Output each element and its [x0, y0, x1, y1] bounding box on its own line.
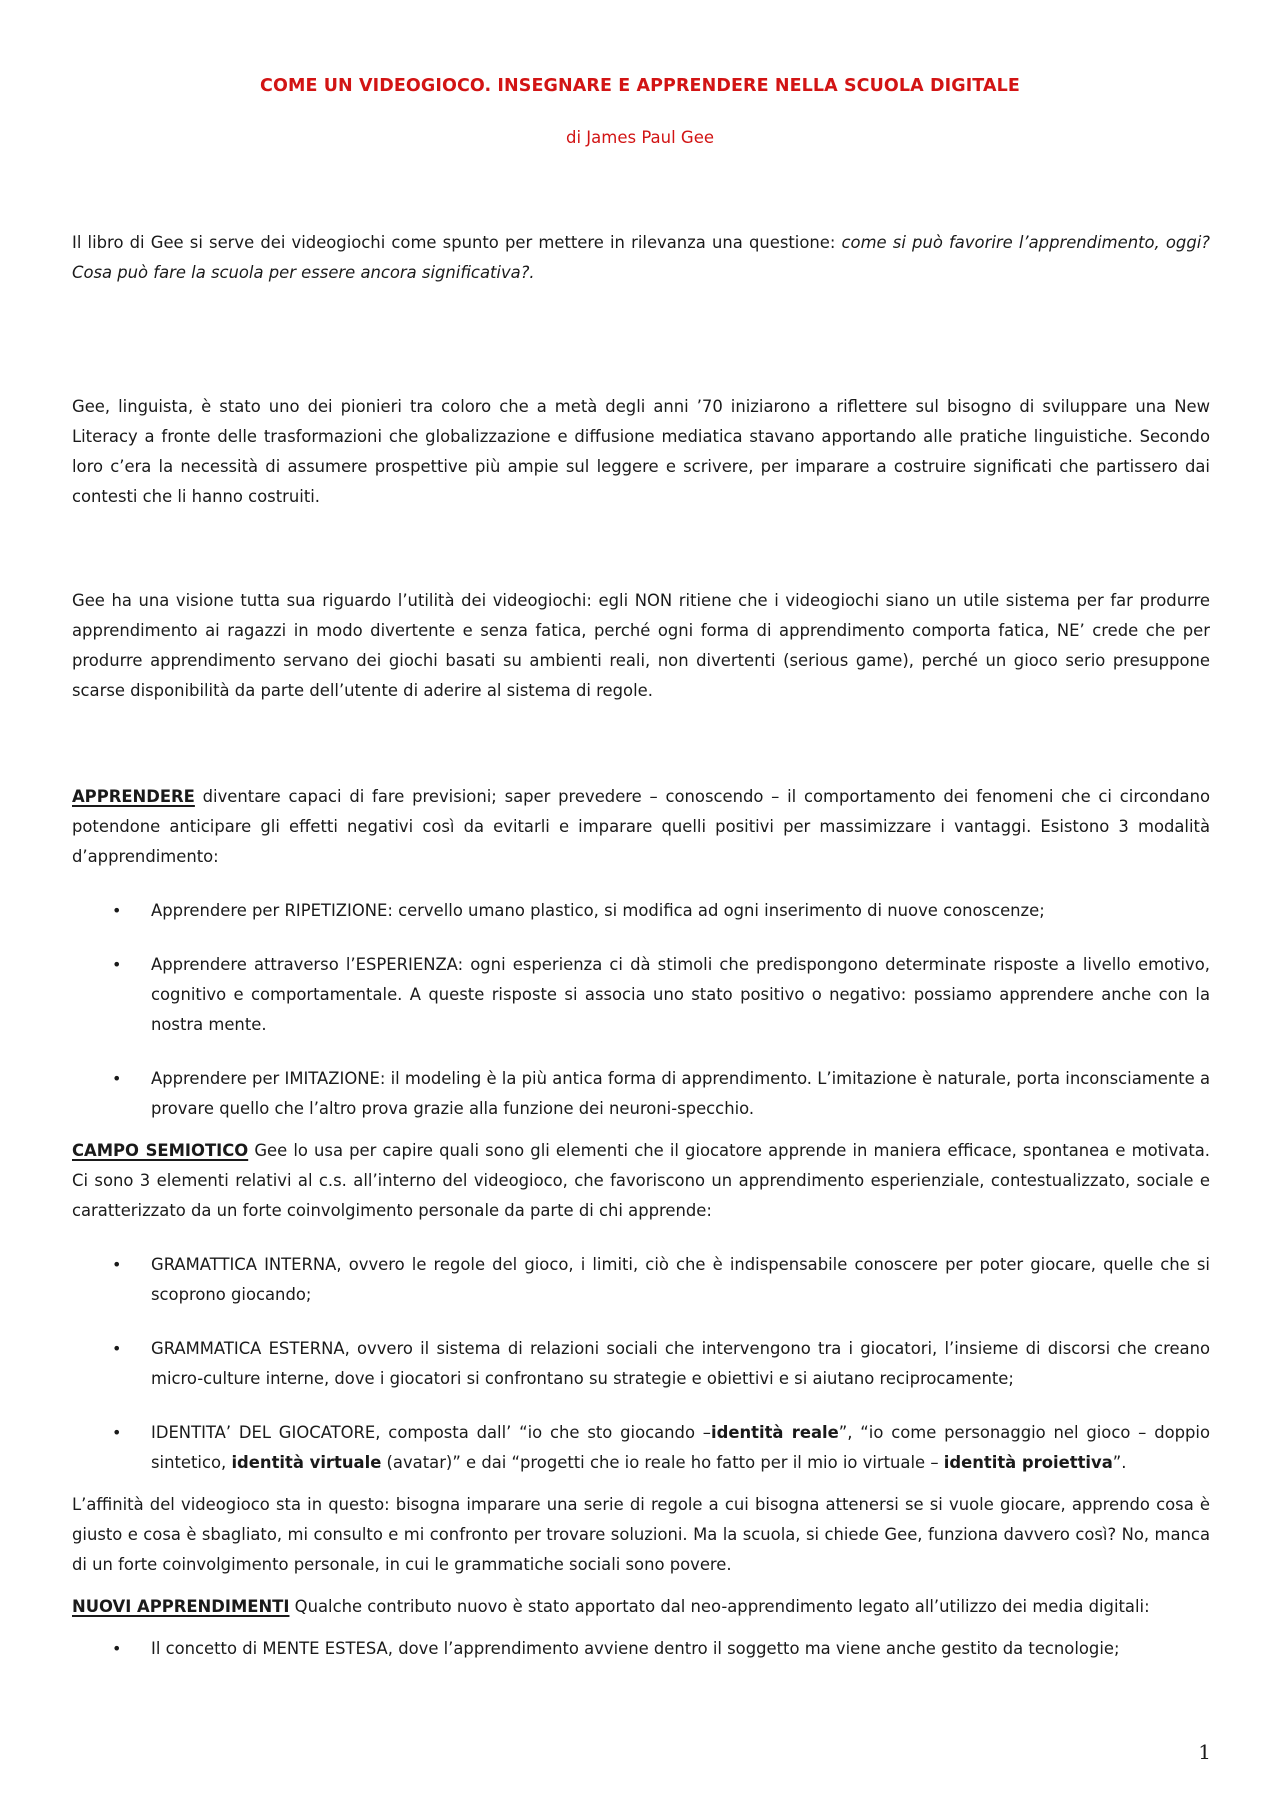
- list-item: [72, 1064, 1210, 1124]
- campo-paragraph: [72, 1136, 1210, 1226]
- nuovi-list: [72, 1634, 1210, 1664]
- bullet-icon: •: [112, 1255, 122, 1274]
- campo-list: [72, 1250, 1210, 1478]
- list-item: [72, 1334, 1210, 1394]
- bullet-icon: •: [112, 1339, 122, 1358]
- identity-projective: identità proiettiva: [943, 1453, 1113, 1472]
- identity-virtual: identità virtuale: [231, 1453, 382, 1472]
- affinita-paragraph: L’affinità del videogioco sta in questo: bisogna imparare una serie di regole a cui bisogna attenersi se si vuole giocare, apprendo cosa è giusto e cosa è sbagliato, mi consulto e mi confronto per trovare soluzioni. Ma la scuola, si chiede Gee, funziona davvero così? No, manca di un forte coinvolgimento personale, in cui le grammatiche sociali sono povere.: [72, 1495, 1210, 1574]
- identity-text-e: (avatar)” e dai “progetti che io reale ho fatto per il mio io virtuale –: [381, 1453, 944, 1472]
- campo-heading: CAMPO SEMIOTICO: [72, 1141, 249, 1160]
- list-item: [72, 1634, 1210, 1664]
- document-byline: di James Paul Gee: [565, 128, 715, 147]
- apprendere-heading: APPRENDERE: [72, 787, 195, 806]
- list-item-text: Apprendere attraverso l’ESPERIENZA: ogni esperienza ci dà stimoli che predispongono determinate risposte a livello emotivo, cognitivo e comportamentale. A queste risposte si associa uno stato positivo o negativo: possiamo apprendere anche con la nostra mente.: [151, 955, 1210, 1034]
- document-title: COME UN VIDEOGIOCO. INSEGNARE E APPRENDERE NELLA SCUOLA DIGITALE: [260, 76, 1020, 96]
- vision-paragraph: Gee ha una visione tutta sua riguardo l’utilità dei videogiochi: egli NON ritiene che i videogiochi siano un utile sistema per far produrre apprendimento ai ragazzi in modo divertente e senza fatica, perché ogni forma di apprendimento comporta fatica, NE’ crede che per produrre apprendimento servano dei giochi basati su ambienti reali, non divertenti (serious game), perché un gioco serio presuppone scarse disponibilità da parte dell’utente di aderire al sistema di regole.: [72, 591, 1210, 700]
- list-item-text: GRAMATTICA INTERNA, ovvero le regole del gioco, i limiti, ciò che è indispensabile conoscere per poter giocare, quelle che si scoprono giocando;: [151, 1255, 1210, 1304]
- identity-text-g: ”.: [1112, 1453, 1127, 1472]
- list-item: [72, 896, 1210, 926]
- nuovi-heading: NUOVI APPRENDIMENTI: [72, 1597, 290, 1616]
- apprendere-text: diventare capaci di fare previsioni; saper prevedere – conoscendo – il comportamento dei fenomeni che ci circondano potendone anticipare gli effetti negativi così da evitarli e imparare quelli positivi per massimizzare i vantaggi. Esistono 3 modalità d’apprendimento:: [72, 787, 1210, 866]
- nuovi-paragraph: [72, 1592, 1210, 1622]
- bullet-icon: •: [112, 955, 122, 974]
- identity-real: identità reale: [711, 1423, 839, 1442]
- bullet-icon: •: [112, 1639, 122, 1658]
- bullet-icon: •: [112, 901, 122, 920]
- intro-paragraph: [72, 228, 1210, 288]
- identity-text-c: ”, “io come personaggio nel gioco – doppio sintetico,: [151, 1423, 1211, 1472]
- bullet-icon: •: [112, 1069, 122, 1088]
- page-number: 1: [1198, 1740, 1211, 1764]
- list-item-text: Apprendere per RIPETIZIONE: cervello umano plastico, si modifica ad ogni inserimento di nuove conoscenze;: [151, 901, 1045, 920]
- intro-text: Il libro di Gee si serve dei videogiochi come spunto per mettere in rilevanza una questione:: [72, 233, 842, 252]
- apprendere-list: [72, 896, 1210, 1124]
- literacy-paragraph: Gee, linguista, è stato uno dei pionieri tra coloro che a metà degli anni ’70 iniziarono a riflettere sul bisogno di sviluppare una New Literacy a fronte delle trasformazioni che globalizzazione e diffusione mediatica stavano apportando alle pratiche linguistiche. Secondo loro c’era la necessità di assumere prospettive più ampie sul leggere e scrivere, per imparare a costruire significati che partissero dai contesti che li hanno costruiti.: [72, 397, 1210, 506]
- intro-question: come si può favorire l’apprendimento, oggi? Cosa può fare la scuola per essere ancora significativa?.: [72, 233, 1210, 282]
- list-item-text: Il concetto di MENTE ESTESA, dove l’apprendimento avviene dentro il soggetto ma viene anche gestito da tecnologie;: [151, 1639, 1120, 1658]
- apprendere-paragraph: [72, 782, 1210, 872]
- list-item: [72, 1418, 1210, 1478]
- nuovi-text: Qualche contributo nuovo è stato apportato dal neo-apprendimento legato all’utilizzo dei media digitali:: [289, 1597, 1150, 1616]
- document-body: [72, 228, 1210, 1688]
- list-item: [72, 1250, 1210, 1310]
- list-item: [72, 950, 1210, 1040]
- list-item-text: GRAMMATICA ESTERNA, ovvero il sistema di relazioni sociali che intervengono tra i giocatori, l’insieme di discorsi che creano micro-culture interne, dove i giocatori si confrontano su strategie e obiettivi e si aiutano reciprocamente;: [151, 1339, 1210, 1388]
- identity-text-a: IDENTITA’ DEL GIOCATORE, composta dall’ “io che sto giocando –: [151, 1423, 711, 1442]
- campo-text: Gee lo usa per capire quali sono gli elementi che il giocatore apprende in maniera efficace, spontanea e motivata. Ci sono 3 elementi relativi al c.s. all’interno del videogioco, che favoriscono un apprendimento esperienziale, contestualizzato, sociale e caratterizzato da un forte coinvolgimento personale da parte di chi apprende:: [72, 1141, 1210, 1220]
- list-item-text: Apprendere per IMITAZIONE: il modeling è la più antica forma di apprendimento. L’imitazione è naturale, porta inconsciamente a provare quello che l’altro prova grazie alla funzione dei neuroni-specchio.: [151, 1069, 1210, 1118]
- bullet-icon: •: [112, 1423, 122, 1442]
